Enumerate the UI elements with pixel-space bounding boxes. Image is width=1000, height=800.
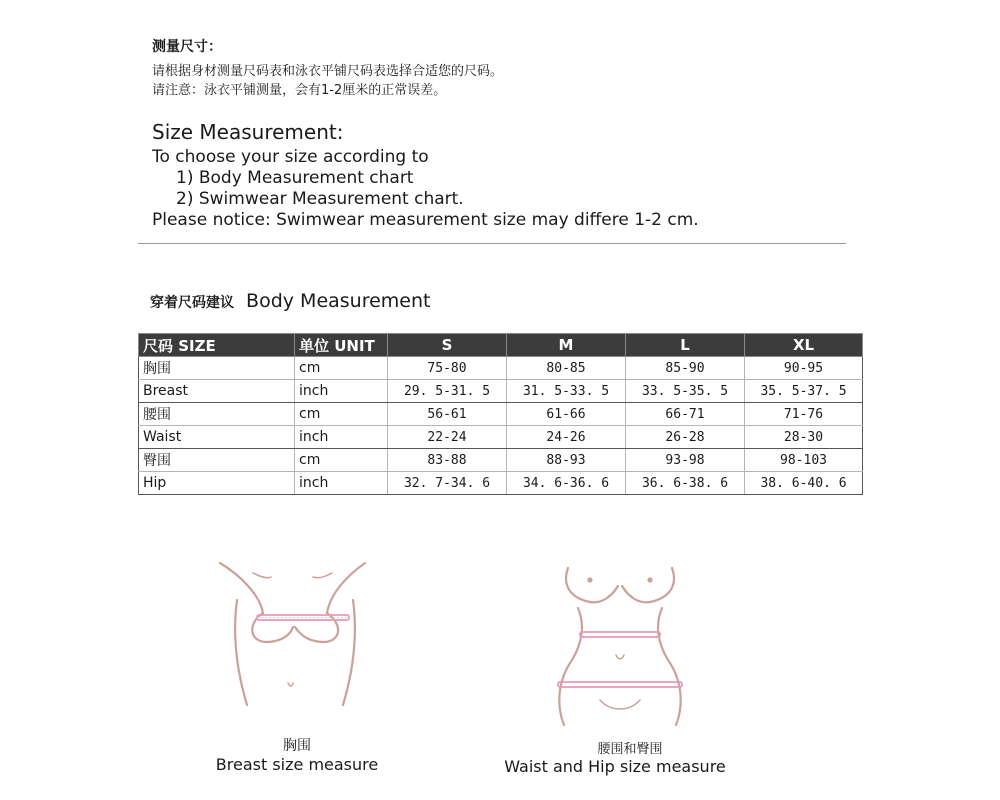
cell-s: 56-61 <box>388 403 507 426</box>
row-unit: cm <box>295 403 388 426</box>
breast-measure-illustration <box>205 555 380 725</box>
table-row <box>139 380 863 403</box>
breast-caption-cn: 胸围 <box>283 738 311 754</box>
cell-xl: 90-95 <box>745 357 863 380</box>
size-table <box>138 333 863 495</box>
en-title: Size Measurement: <box>152 120 344 144</box>
row-unit: inch <box>295 380 388 403</box>
cn-line-1: 请根据身材测量尺码表和泳衣平铺尺码表选择合适您的尺码。 <box>152 64 504 79</box>
cn-title: 测量尺寸： <box>152 39 222 55</box>
cell-l: 36. 6-38. 6 <box>626 472 745 495</box>
en-line-3: Please notice: Swimwear measurement size may differe 1-2 cm. <box>152 210 699 230</box>
row-label: 臀围 <box>139 449 295 472</box>
row-label: Breast <box>139 380 295 403</box>
cell-xl: 98-103 <box>745 449 863 472</box>
cell-l: 66-71 <box>626 403 745 426</box>
cell-l: 33. 5-35. 5 <box>626 380 745 403</box>
cell-s: 75-80 <box>388 357 507 380</box>
waist-hip-measure-illustration <box>540 560 700 730</box>
cell-m: 24-26 <box>507 426 626 449</box>
section-title <box>150 290 431 312</box>
table-row <box>139 357 863 380</box>
row-label: Waist <box>139 426 295 449</box>
section-title-cn: 穿着尺码建议 <box>150 295 234 311</box>
cell-l: 85-90 <box>626 357 745 380</box>
cell-xl: 28-30 <box>745 426 863 449</box>
cell-s: 22-24 <box>388 426 507 449</box>
breast-caption-en: Breast size measure <box>215 755 379 774</box>
cell-xl: 38. 6-40. 6 <box>745 472 863 495</box>
row-label: Hip <box>139 472 295 495</box>
cell-xl: 35. 5-37. 5 <box>745 380 863 403</box>
cell-l: 26-28 <box>626 426 745 449</box>
row-label: 腰围 <box>139 403 295 426</box>
table-row <box>139 449 863 472</box>
cell-m: 61-66 <box>507 403 626 426</box>
row-unit: cm <box>295 357 388 380</box>
row-unit: inch <box>295 426 388 449</box>
divider <box>138 243 846 244</box>
table-header-row <box>139 334 863 357</box>
cell-s: 32. 7-34. 6 <box>388 472 507 495</box>
cn-line-2: 请注意：泳衣平铺测量，会有1-2厘米的正常误差。 <box>152 83 447 98</box>
en-line-2: 2) Swimwear Measurement chart. <box>176 189 464 209</box>
waist-hip-caption-cn: 腰围和臀围 <box>597 742 663 757</box>
header-size: 尺码 SIZE <box>139 334 295 357</box>
header-m: M <box>507 334 626 357</box>
table-row <box>139 426 863 449</box>
header-s: S <box>388 334 507 357</box>
cell-m: 88-93 <box>507 449 626 472</box>
section-title-en: Body Measurement <box>246 290 431 312</box>
header-unit: 单位 UNIT <box>295 334 388 357</box>
row-unit: cm <box>295 449 388 472</box>
row-label: 胸围 <box>139 357 295 380</box>
cell-m: 34. 6-36. 6 <box>507 472 626 495</box>
cell-s: 83-88 <box>388 449 507 472</box>
table-row <box>139 472 863 495</box>
cell-m: 80-85 <box>507 357 626 380</box>
cell-m: 31. 5-33. 5 <box>507 380 626 403</box>
row-unit: inch <box>295 472 388 495</box>
en-line-0: To choose your size according to <box>152 147 429 167</box>
en-line-1: 1) Body Measurement chart <box>176 168 414 188</box>
header-l: L <box>626 334 745 357</box>
cell-s: 29. 5-31. 5 <box>388 380 507 403</box>
cell-l: 93-98 <box>626 449 745 472</box>
table-row <box>139 403 863 426</box>
waist-hip-caption-en: Waist and Hip size measure <box>504 757 726 776</box>
cell-xl: 71-76 <box>745 403 863 426</box>
header-xl: XL <box>745 334 863 357</box>
